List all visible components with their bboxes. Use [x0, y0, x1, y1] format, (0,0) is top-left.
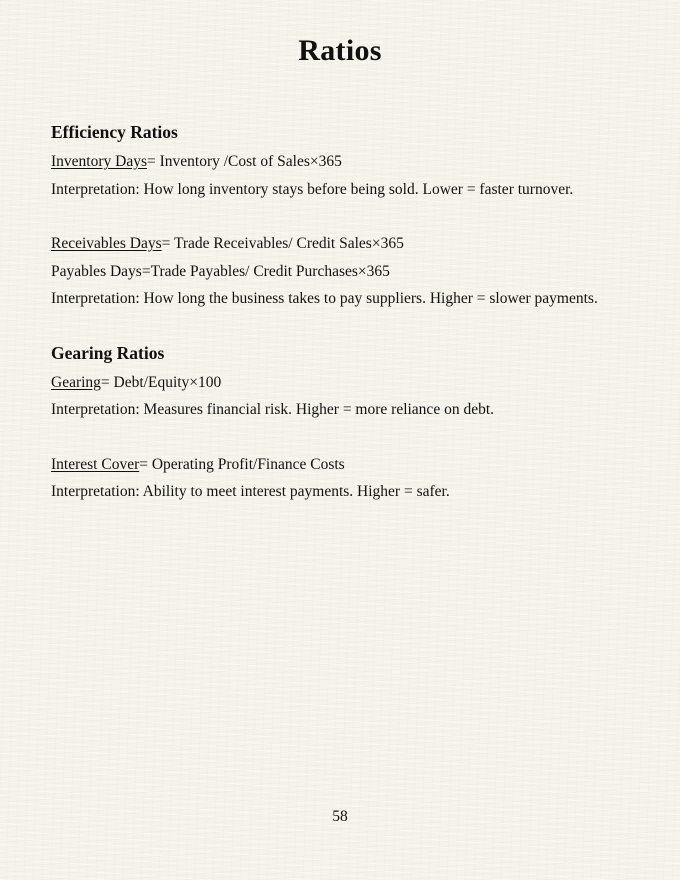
formula-payables-days: Payables Days=Trade Payables/ Credit Purchases×365: [51, 262, 390, 280]
page-title: Ratios: [298, 34, 382, 67]
page-content: [51, 120, 621, 506]
formula-text: = Operating Profit/Finance Costs: [139, 455, 345, 473]
formula-interest-cover: [51, 451, 621, 479]
spacer: [51, 313, 621, 341]
formula-text: = Debt/Equity×100: [100, 373, 222, 391]
formula-text: = Trade Receivables/ Credit Sales×365: [161, 235, 404, 252]
term-interest-cover: Interest Cover: [51, 455, 140, 473]
formula-gearing: [51, 369, 621, 397]
section-heading-gearing: Gearing Ratios: [51, 342, 165, 363]
formula-inventory-days: [51, 148, 621, 176]
interpretation-gearing: Interpretation: Measures financial risk. Higher = more reliance on debt.: [51, 401, 495, 418]
spacer: [51, 424, 621, 451]
spacer: [51, 203, 621, 230]
formula-text: = Inventory /Cost of Sales×365: [147, 153, 342, 170]
term-gearing: Gearing: [51, 373, 101, 391]
interpretation-payables-days: Interpretation: How long the business takes to pay suppliers. Higher = slower payments.: [51, 290, 598, 307]
page-number: 58: [332, 808, 348, 825]
section-heading-efficiency: Efficiency Ratios: [51, 122, 178, 142]
term-receivables-days: Receivables Days: [51, 235, 162, 252]
interpretation-inventory-days: Interpretation: How long inventory stays before being sold. Lower = faster turnover.: [51, 180, 574, 198]
interpretation-interest-cover: Interpretation: Ability to meet interest payments. Higher = safer.: [51, 483, 450, 500]
formula-receivables-days: [51, 230, 621, 258]
term-inventory-days: Inventory Days: [51, 153, 147, 170]
